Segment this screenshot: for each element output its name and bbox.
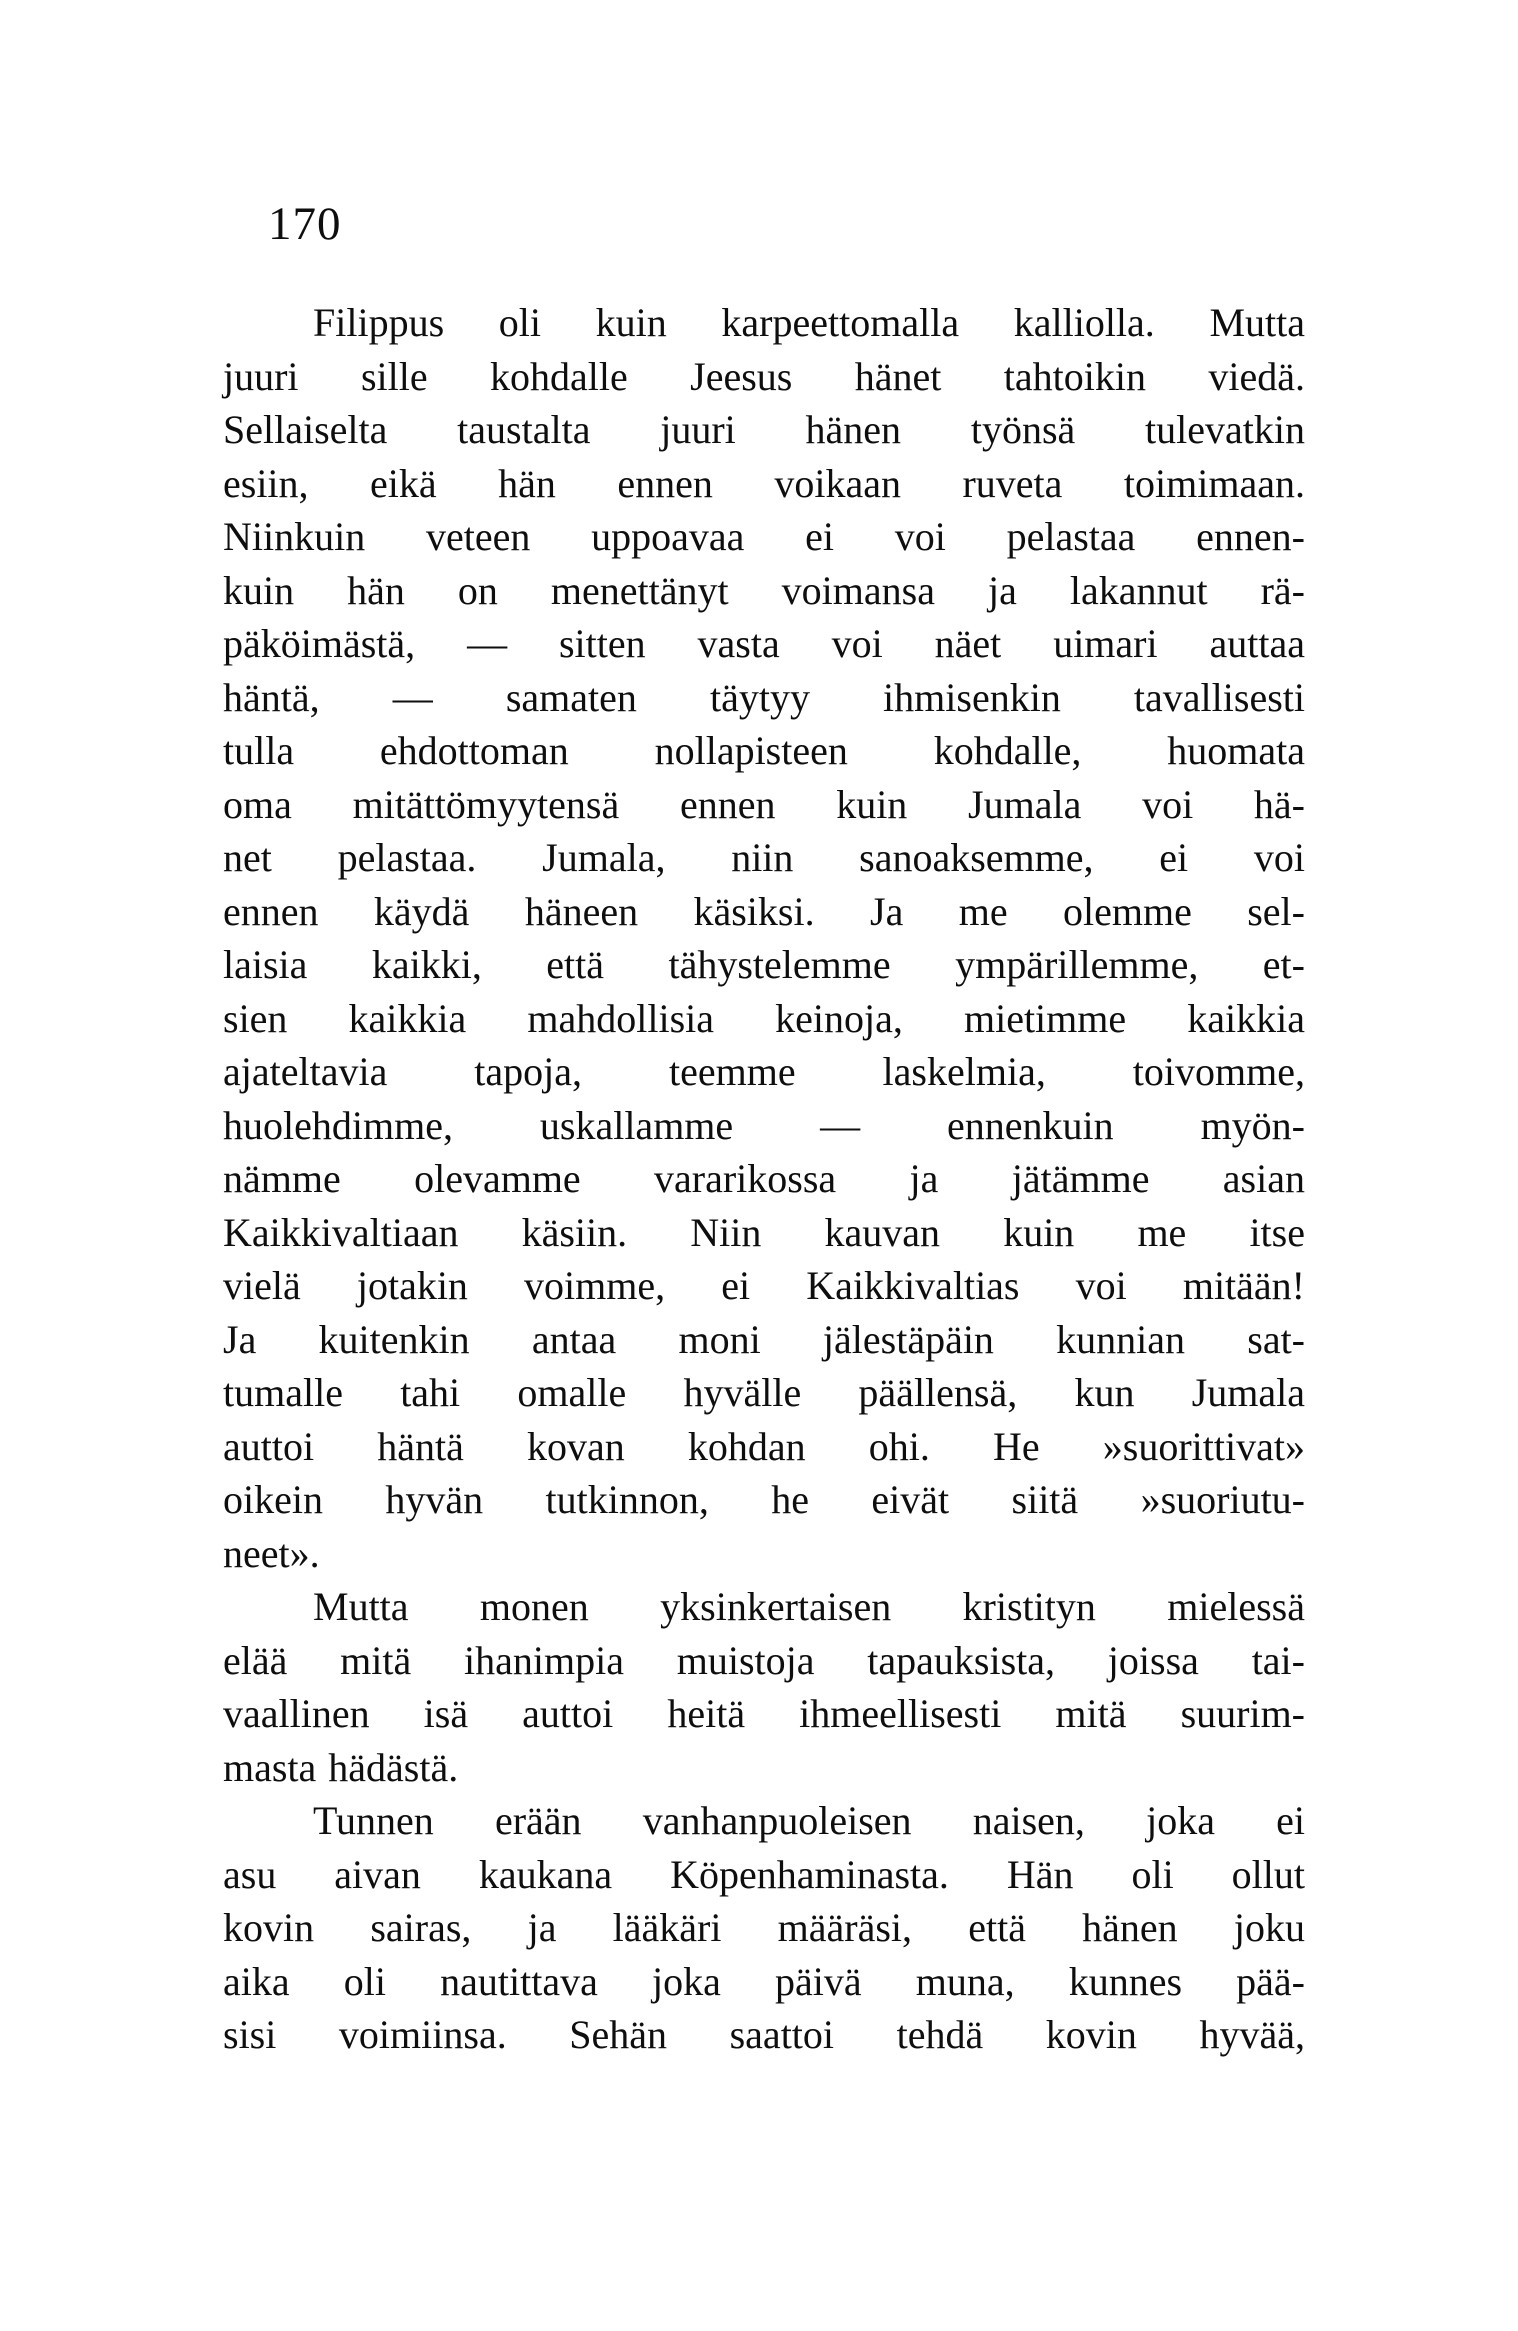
text-line: vielä jotakin voimme, ei Kaikkivaltias voi mitään! [223, 1263, 1305, 1308]
text-line: kuin hän on menettänyt voimansa ja lakannut rä- [223, 567, 1305, 613]
text-line: elää mitä ihanimpia muistoja tapauksista, joissa tai- [223, 1637, 1305, 1683]
page-number: 170 [268, 198, 342, 250]
text-line: asu aivan kaukana Köpenhaminasta. Hän oli ollut [223, 1851, 1305, 1897]
text-line: oikein hyvän tutkinnon, he eivät siitä »suoriutu- [223, 1477, 1305, 1522]
paragraph [223, 1580, 1305, 1794]
text-line: huolehdimme, uskallamme — ennenkuin myön- [223, 1102, 1305, 1148]
text-line: Niinkuin veteen uppoavaa ei voi pelastaa ennen- [223, 514, 1305, 559]
text-line: aika oli nautittava joka päivä muna, kunnes pää- [223, 1958, 1305, 2004]
text-line: Filippus oli kuin karpeettomalla kalliolla. Mutta [313, 300, 1305, 345]
text-line: nämme olevamme vararikossa ja jätämme asian [223, 1156, 1305, 1201]
text-line: tulla ehdottoman nollapisteen kohdalle, huomata [223, 728, 1305, 773]
text-line: vaallinen isä auttoi heitä ihmeellisesti mitä suurim- [223, 1691, 1305, 1736]
text-line: neet». [223, 1530, 320, 1576]
text-line: häntä, — samaten täytyy ihmisenkin tavallisesti [223, 674, 1305, 720]
text-line: esiin, eikä hän ennen voikaan ruveta toimimaan. [223, 460, 1305, 506]
text-line: Mutta monen yksinkertaisen kristityn mielessä [313, 1584, 1305, 1629]
text-line: tumalle tahi omalle hyvälle päällensä, kun Jumala [223, 1370, 1305, 1415]
text-block [223, 296, 1305, 2062]
text-line: sisi voimiinsa. Sehän saattoi tehdä kovin hyvää, [223, 2012, 1305, 2057]
text-line: masta hädästä. [223, 1744, 459, 1790]
text-line: sien kaikkia mahdollisia keinoja, mietimme kaikkia [223, 995, 1305, 1041]
paragraph [223, 1794, 1305, 2062]
text-line: kovin sairas, ja lääkäri määräsi, että hänen joku [223, 1905, 1305, 1950]
text-line: laisia kaikki, että tähystelemme ympärillemme, et- [223, 942, 1305, 987]
text-line: Ja kuitenkin antaa moni jälestäpäin kunnian sat- [223, 1316, 1305, 1362]
text-line: juuri sille kohdalle Jeesus hänet tahtoikin viedä. [223, 353, 1305, 399]
text-line: Sellaiselta taustalta juuri hänen työnsä tulevatkin [223, 407, 1305, 452]
text-line: oma mitättömyytensä ennen kuin Jumala voi hä- [223, 781, 1305, 827]
text-line: Kaikkivaltiaan käsiin. Niin kauvan kuin me itse [223, 1209, 1305, 1255]
text-line: ajateltavia tapoja, teemme laskelmia, toivomme, [223, 1049, 1305, 1094]
text-line: Tunnen erään vanhanpuoleisen naisen, joka ei [313, 1798, 1305, 1843]
text-line: ennen käydä häneen käsiksi. Ja me olemme sel- [223, 888, 1305, 934]
paragraph [223, 296, 1305, 1580]
text-line: net pelastaa. Jumala, niin sanoaksemme, ei voi [223, 835, 1305, 880]
text-line: auttoi häntä kovan kohdan ohi. He »suorittivat» [223, 1423, 1305, 1469]
text-line: päköimästä, — sitten vasta voi näet uimari auttaa [223, 621, 1305, 666]
